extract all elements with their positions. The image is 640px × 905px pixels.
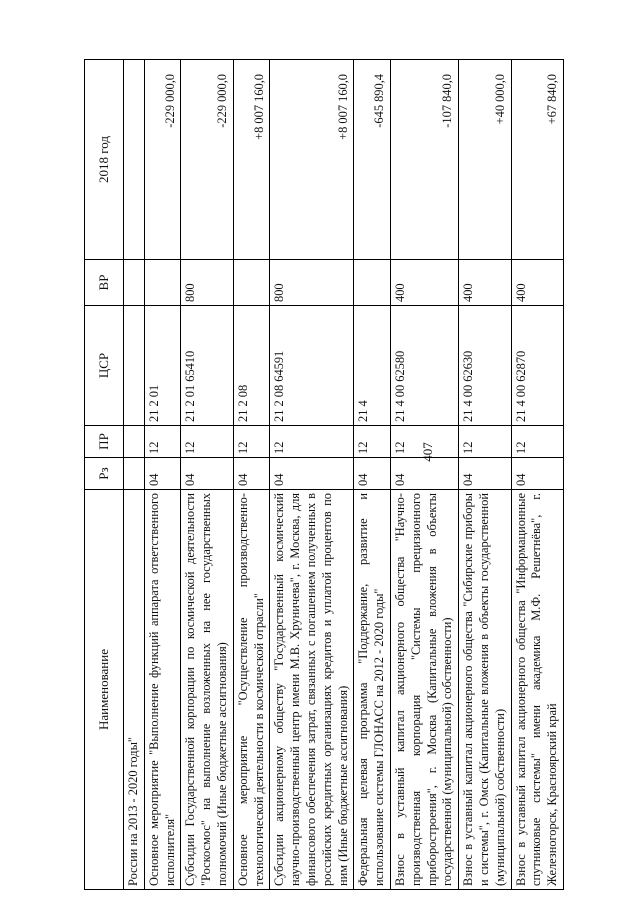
table-row xyxy=(354,60,391,890)
page-number: 407 xyxy=(420,442,435,462)
row-name: Субсидии акционерному обществу "Государственный космический научно-производственный центр имени М.В. Хруничева", г. Москва, для финансового обеспечения затрат, связанных с погашением полученных в российских кредитных организациях кредитов и уплатой процентов по ним (Иные бюджетные ассигнования) xyxy=(270,490,354,890)
row-vr xyxy=(233,260,270,306)
header-year: 2018 год xyxy=(85,60,124,260)
row-pr: 12 xyxy=(354,426,391,458)
row-amount: -107 840,0 xyxy=(390,60,458,260)
header-pr: ПР xyxy=(85,426,124,458)
row-csr: 21 2 01 xyxy=(144,306,181,426)
table-row xyxy=(390,60,458,890)
table-row xyxy=(459,60,511,890)
row-csr: 21 4 00 62870 xyxy=(511,306,563,426)
table-body xyxy=(124,60,564,890)
row-csr: 21 2 08 64591 xyxy=(270,306,354,426)
row-vr: 800 xyxy=(181,260,233,306)
budget-table xyxy=(84,59,564,890)
row-name: Взнос в уставный капитал акционерного общества "Сибирские приборы и системы", г. Омск (Капитальные вложения в объекты государственной (муниципальной) собственности) xyxy=(459,490,511,890)
table-row xyxy=(511,60,563,890)
row-pr: 12 xyxy=(511,426,563,458)
row-amount xyxy=(124,60,145,260)
row-csr: 21 2 01 65410 xyxy=(181,306,233,426)
row-rz: 04 xyxy=(390,458,458,490)
row-vr: 800 xyxy=(270,260,354,306)
row-name: Федеральная целевая программа "Поддержание, развитие и использование системы ГЛОНАСС на 2012 - 2020 годы" xyxy=(354,490,391,890)
header-row xyxy=(85,60,124,890)
row-amount: +8 007 160,0 xyxy=(233,60,270,260)
table-row xyxy=(270,60,354,890)
row-vr xyxy=(354,260,391,306)
row-rz: 04 xyxy=(459,458,511,490)
row-pr: 12 xyxy=(233,426,270,458)
row-amount: +8 007 160,0 xyxy=(270,60,354,260)
row-name: Основное мероприятие "Осуществление производственно-технологической деятельности в космической отрасли" xyxy=(233,490,270,890)
row-csr: 21 4 xyxy=(354,306,391,426)
row-rz xyxy=(124,458,145,490)
row-vr: 400 xyxy=(511,260,563,306)
table-row xyxy=(144,60,181,890)
row-amount: -229 000,0 xyxy=(144,60,181,260)
row-vr xyxy=(124,260,145,306)
row-csr: 21 2 08 xyxy=(233,306,270,426)
row-name: Взнос в уставный капитал акционерного общества "Информационные спутниковые системы" имени академика М.Ф. Решетнёва", г. Железногорск, Красноярский край xyxy=(511,490,563,890)
header-name: Наименование xyxy=(85,490,124,890)
row-vr xyxy=(144,260,181,306)
row-name: Субсидии Государственной корпорации по космической деятельности "Роскосмос" на выполнение возложенных на нее государственных полномочий (Иные бюджетные ассигнования) xyxy=(181,490,233,890)
row-vr: 400 xyxy=(459,260,511,306)
row-pr: 12 xyxy=(270,426,354,458)
row-rz: 04 xyxy=(270,458,354,490)
row-rz: 04 xyxy=(144,458,181,490)
row-pr: 12 xyxy=(181,426,233,458)
row-amount: +40 000,0 xyxy=(459,60,511,260)
row-pr xyxy=(124,426,145,458)
row-amount: -645 890,4 xyxy=(354,60,391,260)
row-rz: 04 xyxy=(181,458,233,490)
row-pr: 12 xyxy=(390,426,458,458)
row-csr xyxy=(124,306,145,426)
table-row xyxy=(181,60,233,890)
row-vr: 400 xyxy=(390,260,458,306)
table-row xyxy=(124,60,145,890)
row-name: России на 2013 - 2020 годы" xyxy=(124,490,145,890)
row-pr: 12 xyxy=(144,426,181,458)
table-wrap xyxy=(84,60,584,890)
table-row xyxy=(233,60,270,890)
rotated-table-area xyxy=(84,60,584,890)
row-amount: +67 840,0 xyxy=(511,60,563,260)
row-name: Основное мероприятие "Выполнение функций аппарата ответственного исполнителя" xyxy=(144,490,181,890)
header-rz: Рз xyxy=(85,458,124,490)
header-vr: ВР xyxy=(85,260,124,306)
row-amount: -229 000,0 xyxy=(181,60,233,260)
row-csr: 21 4 00 62630 xyxy=(459,306,511,426)
row-rz: 04 xyxy=(354,458,391,490)
row-csr: 21 4 00 62580 xyxy=(390,306,458,426)
header-csr: ЦСР xyxy=(85,306,124,426)
row-rz: 04 xyxy=(233,458,270,490)
row-name: Взнос в уставный капитал акционерного общества "Научно-производственная корпорация "Системы прецизионного приборостроения", г. Москва (Капитальные вложения в объекты государственной (муниципальной) собственности) xyxy=(390,490,458,890)
row-pr: 12 xyxy=(459,426,511,458)
row-rz: 04 xyxy=(511,458,563,490)
